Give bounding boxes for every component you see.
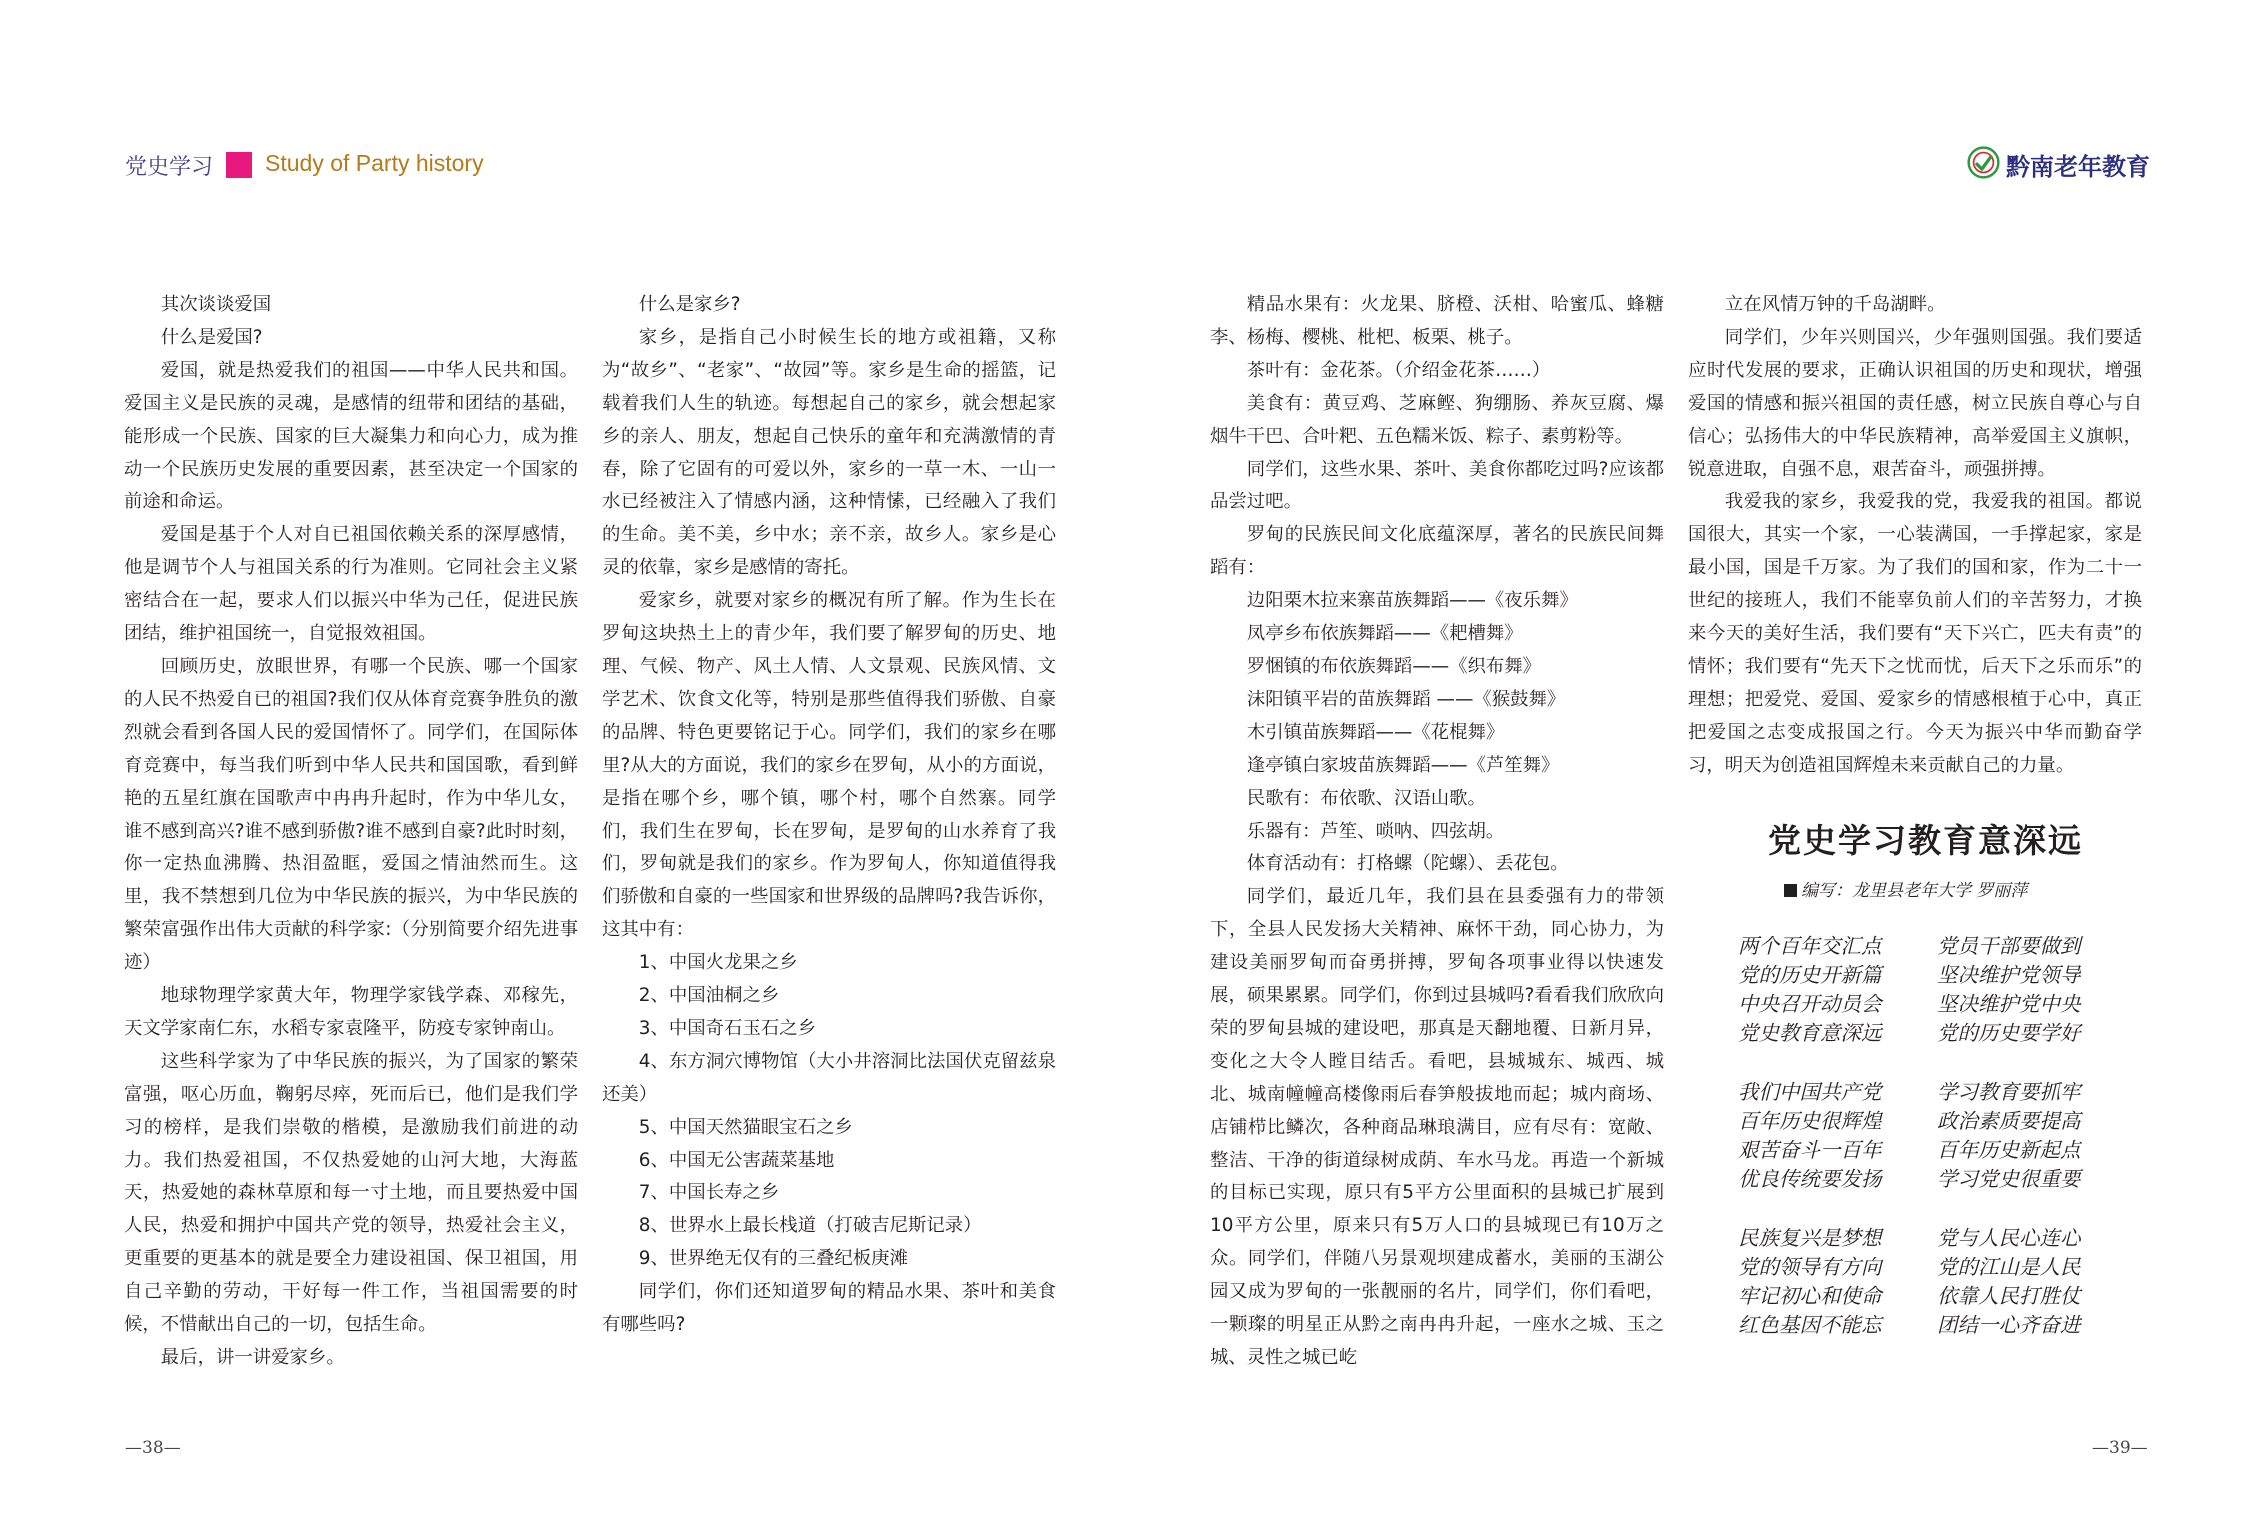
article-paragraph: 精品水果有：火龙果、脐橙、沃柑、哈蜜瓜、蜂糖李、杨梅、樱桃、枇杷、板栗、桃子。 [1210,294,1664,348]
poem-line: 优良传统要发扬 [1738,1167,1882,1191]
article-paragraph: 什么是家乡? [638,294,741,315]
article-paragraph: 我爱我的家乡，我爱我的党，我爱我的祖国。都说国很大，其实一个家，一心装满国，一手撑起家，家是最小国，国是千万家。为了我们的国和家，作为二十一世纪的接班人，我们不能辜负前人们的辛苦努力，才换来今天的美好生活，我们要有“天下兴亡，匹夫有责”的情怀；我们要有“先天下之忧而忧，后天下之乐而乐”的理想；把爱党、爱国、爱家乡的情感根植于心中，真正把爱国之志变成报国之行。今天为振兴中华而勤奋学习，明天为创造祖国辉煌未来贡献自己的力量。 [1688,491,2142,776]
article-paragraph: 乐器有：芦笙、唢呐、四弦胡。 [1246,820,1505,842]
page-number-left: —38— [125,1438,181,1458]
poem-line: 艰苦奋斗一百年 [1738,1138,1882,1162]
article-paragraph: 最后，讲一讲爱家乡。 [160,1347,345,1368]
article-paragraph: 地球物理学家黄大年，物理学家钱学森、邓稼先，天文学家南仁东，水稻专家袁隆平，防疫专家钟南山。 [124,985,578,1039]
poem-stanza [1937,1078,2081,1194]
poem-line: 百年历史很辉煌 [1738,1109,1882,1133]
article-column-3 [1210,289,1664,1375]
article-paragraph: 逢亭镇白家坡苗族舞蹈——《芦笙舞》 [1246,754,1560,776]
article-paragraph: 1、中国火龙果之乡 [638,952,798,974]
poem-line: 团结一心齐奋进 [1937,1313,2081,1337]
poem-line: 坚决维护党领导 [1937,963,2081,987]
article-paragraph: 爱国，就是热爱我们的祖国——中华人民共和国。爱国主义是民族的灵魂，是感情的纽带和团结的基础，能形成一个民族、国家的巨大凝集力和向心力，成为推动一个民族历史发展的重要因素，甚至决定一个国家的前途和命运。 [124,359,578,513]
page-number-right: —39— [2092,1438,2148,1458]
article-paragraph: 同学们，这些水果、茶叶、美食你都吃过吗?应该都品尝过吧。 [1210,458,1664,513]
poem-line: 中央召开动员会 [1738,992,1882,1016]
poem-left-column [1738,932,1882,1370]
poem-stanza [1738,1078,1882,1194]
section-title-cn: 党史学习 [125,155,214,180]
article-paragraph: 同学们，少年兴则国兴，少年强则国强。我们要适应时代发展的要求，正确认识祖国的历史和现状，增强爱国的情感和振兴祖国的责任感，树立民族自尊心与自信心；弘扬伟大的中华民族精神，高举爱国主义旗帜，锐意进取，自强不息，艰苦奋斗，顽强拼搏。 [1688,326,2142,480]
poem-line: 牢记初心和使命 [1738,1284,1882,1308]
article-paragraph: 9、世界绝无仅有的三叠纪板庚滩 [638,1248,908,1270]
poem-line: 坚决维护党中央 [1937,992,2081,1016]
poem-author-text: 编写：龙里县老年大学 罗丽萍 [1801,881,2028,901]
author-square-marker [1784,884,1797,897]
poem-stanza [1738,1224,1882,1340]
poem-line: 依靠人民打胜仗 [1937,1284,2081,1308]
article-paragraph: 2、中国油桐之乡 [638,985,780,1007]
article-column-1 [124,289,578,1375]
article-paragraph: 其次谈谈爱国 [160,294,272,315]
poem-line: 民族复兴是梦想 [1738,1226,1882,1250]
poem-line: 党员干部要做到 [1937,934,2081,958]
poem-line: 学习党史很重要 [1937,1167,2081,1191]
article-paragraph: 木引镇苗族舞蹈——《花棍舞》 [1246,721,1505,743]
article-paragraph: 立在风情万钟的千岛湖畔。 [1724,294,1946,315]
section-square-marker [226,152,252,178]
poem-stanza [1937,1224,2081,1340]
article-paragraph: 同学们，最近几年，我们县在县委强有力的带领下，全县人民发扬大关精神、麻怀干劲，同心协力，为建设美丽罗甸而奋勇拼搏，罗甸各项事业得以快速发展，硕果累累。同学们，你到过县城吗?看看我们欣欣向荣的罗甸县城的建设吧，那真是天翻地覆、日新月异，变化之大令人瞠目结舌。看吧，县城城东、城西、城北、城南幢幢高楼像雨后春笋般拔地而起；城内商场、店铺栉比鳞次，各种商品琳琅满目，应有尽有：宽敞、整洁、干净的街道绿树成荫、车水马龙。再造一个新城的目标已实现，原只有5平方公里面积的县城已扩展到10平方公里，原来只有5万人口的县城现已有10万之众。同学们，伴随八另景观坝建成蓄水，美丽的玉湖公园又成为罗甸的一张靓丽的名片，同学们，你们看吧，一颗璨的明星正从黔之南冉冉升起，一座水之城、玉之城、灵性之城已屹 [1210,886,1664,1368]
poem-line: 我们中国共产党 [1738,1080,1882,1104]
poem-line: 学习教育要抓牢 [1937,1080,2081,1104]
article-paragraph: 爱国是基于个人对自已祖国依赖关系的深厚感情，他是调节个人与祖国关系的行为准则。它同社会主义紧密结合在一起，要求人们以振兴中华为己任，促进民族团结，维护祖国统一，自觉报效祖国。 [124,524,578,645]
article-paragraph: 3、中国奇石玉石之乡 [638,1017,817,1039]
article-paragraph: 回顾历史，放眼世界，有哪一个民族、哪一个国家的人民不热爱自已的祖国?我们仅从体育竞赛争胜负的激烈就会看到各国人民的爱国情怀了。同学们，在国际体育竞赛中，每当我们听到中华人民共和国国歌，看到鲜艳的五星红旗在国歌声中冉冉升起时，作为中华儿女，谁不感到高兴?谁不感到骄傲?谁不感到自豪?此时时刻，你一定热血沸腾、热泪盈眶，爱国之情油然而生。这里，我不禁想到几位为中华民族的振兴，为中华民族的繁荣富强作出伟大贡献的科学家:（分别简要介绍先进事迹） [124,655,578,974]
article-paragraph: 8、世界水上最长栈道（打破吉尼斯记录） [638,1215,982,1237]
poem-line: 两个百年交汇点 [1738,934,1882,958]
elderly-education-logo-icon [1967,146,2000,179]
poem-line: 百年历史新起点 [1937,1138,2081,1162]
poem-author [1784,876,2027,901]
article-paragraph: 爱家乡，就要对家乡的概况有所了解。作为生长在罗甸这块热土上的青少年，我们要了解罗甸的历史、地理、气候、物产、风土人情、人文景观、民族风情、文学艺术、饮食文化等，特别是那些值得我们骄傲、自豪的品牌、特色更要铭记于心。同学们，我们的家乡在哪里?从大的方面说，我们的家乡在罗甸，从小的方面说，是指在哪个乡，哪个镇，哪个村，哪个自然寨。同学们，我们生在罗甸，长在罗甸，是罗甸的山水养育了我们，罗甸就是我们的家乡。作为罗甸人，你知道值得我们骄傲和自豪的一些国家和世界级的品牌吗?我告诉你，这其中有： [602,590,1056,941]
article-paragraph: 什么是爱国? [160,326,263,348]
article-paragraph: 罗悃镇的布依族舞蹈——《织布舞》 [1246,655,1542,677]
article-column-2 [602,289,1056,1342]
poem-line: 政治素质要提高 [1937,1109,2081,1133]
article-paragraph: 5、中国天然猫眼宝石之乡 [638,1116,853,1138]
article-paragraph: 体育活动有：打格螺（陀螺）、丢花包。 [1246,853,1569,875]
poem-line: 党史教育意深远 [1738,1021,1882,1045]
article-paragraph: 6、中国无公害蔬菜基地 [638,1149,835,1171]
article-paragraph: 美食有：黄豆鸡、芝麻鲣、狗绷肠、养灰豆腐、爆烟牛干巴、合叶粑、五色糯米饭、粽子、素剪粉等。 [1210,392,1664,447]
brand-name: 黔南老年教育 [2006,153,2150,181]
article-paragraph: 凤亭乡布依族舞蹈——《耙槽舞》 [1246,623,1523,645]
article-paragraph: 边阳栗木拉来寨苗族舞蹈——《夜乐舞》 [1246,590,1578,612]
article-paragraph: 沫阳镇平岩的苗族舞蹈 ——《猴鼓舞》 [1246,688,1566,710]
poem-line: 红色基因不能忘 [1738,1313,1882,1337]
poem-right-column [1937,932,2081,1370]
section-title-en: Study of Party history [265,150,484,176]
poem-stanza [1937,932,2081,1048]
poem-line: 党的历史开新篇 [1738,963,1882,987]
poem-stanza [1738,932,1882,1048]
article-paragraph: 这些科学家为了中华民族的振兴，为了国家的繁荣富强，呕心历血，鞠躬尽瘁，死而后已，他们是我们学习的榜样，是我们崇敬的楷模，是激励我们前进的动力。我们热爱祖国，不仅热爱她的山河大地，大海蓝天，热爱她的森林草原和每一寸土地，而且要热爱中国人民，热爱和拥护中国共产党的领导，热爱社会主义，更重要的更基本的就是要全力建设祖国、保卫祖国，用自己辛勤的劳动，干好每一件工作，当祖国需要的时候，不惜献出自己的一切，包括生命。 [124,1050,578,1336]
article-paragraph: 民歌有：布依歌、汉语山歌。 [1246,787,1486,809]
poem-line: 党的历史要学好 [1937,1021,2081,1045]
article-paragraph: 4、东方洞穴博物馆（大小井溶洞比法国伏克留兹泉还美） [602,1050,1056,1105]
article-paragraph: 罗甸的民族民间文化底蕴深厚，著名的民族民间舞蹈有： [1210,524,1664,579]
article-paragraph: 茶叶有：金花茶。（介绍金花茶……） [1246,359,1551,381]
article-paragraph: 同学们，你们还知道罗甸的精品水果、茶叶和美食有哪些吗? [602,1281,1056,1336]
article-column-4 [1688,289,2142,783]
poem-line: 党的领导有方向 [1738,1255,1882,1279]
poem-line: 党的江山是人民 [1937,1255,2081,1279]
poem-title: 党史学习教育意深远 [1768,821,2083,860]
article-paragraph: 7、中国长寿之乡 [638,1182,780,1204]
poem-line: 党与人民心连心 [1937,1226,2081,1250]
article-paragraph: 家乡，是指自己小时候生长的地方或祖籍，又称为“故乡”、“老家”、“故园”等。家乡是生命的摇篮，记载着我们人生的轨迹。每想起自己的家乡，就会想起家乡的亲人、朋友，想起自己快乐的童年和充满激情的青春，除了它固有的可爱以外，家乡的一草一木、一山一水已经被注入了情感内涵，这种情愫，已经融入了我们的生命。美不美，乡中水；亲不亲，故乡人。家乡是心灵的依靠，家乡是感情的寄托。 [602,326,1056,579]
